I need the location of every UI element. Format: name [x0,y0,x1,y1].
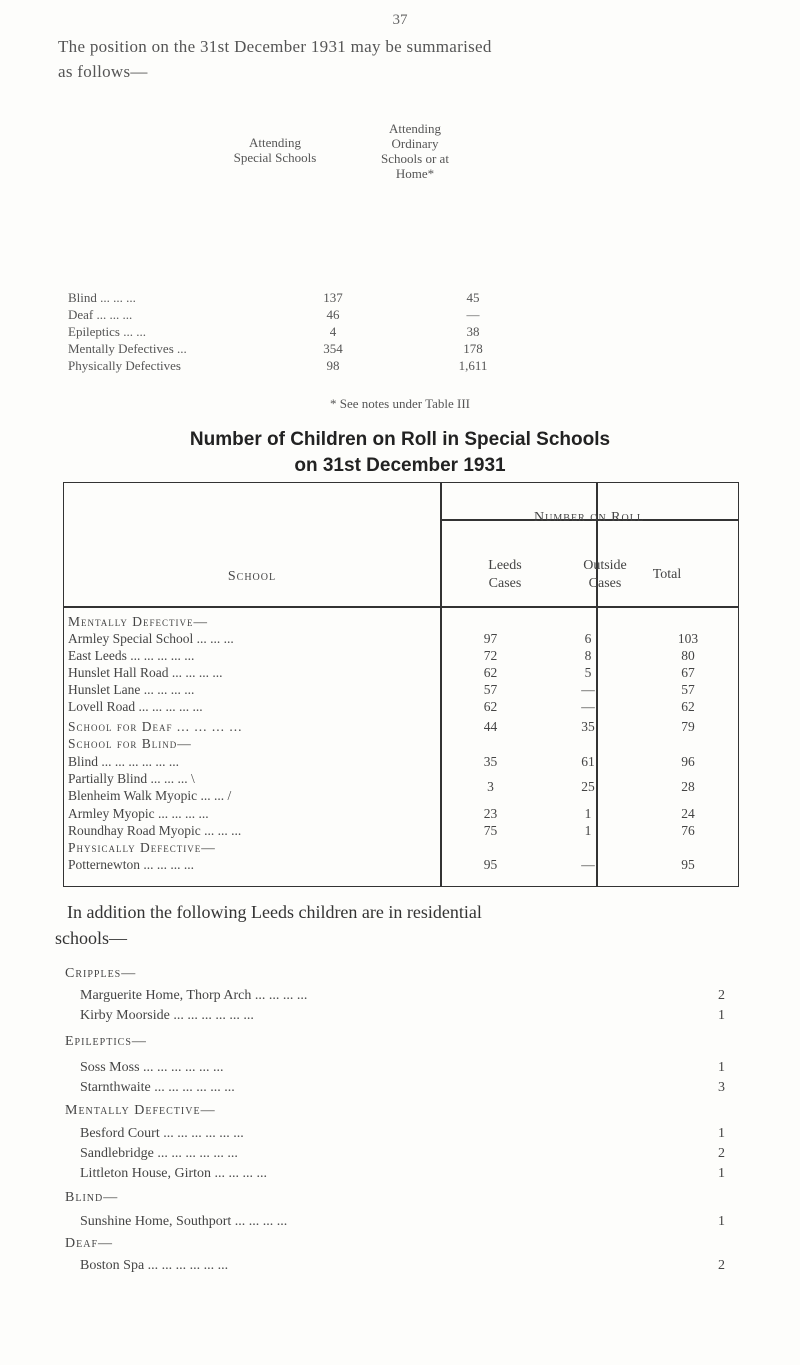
list-item [65,1190,725,1212]
row-outside: 61 [581,754,595,769]
summary-row-label: Deaf ... ... ... [68,307,133,322]
addition-line-2: schools— [55,928,127,948]
residential-count: 2 [718,988,725,1003]
row-outside: 25 [581,779,595,794]
residential-count: 1 [718,1166,725,1181]
summary-header-ordinary-l3: Schools or at [381,151,449,166]
summary-row-label: Physically Defectives [68,358,181,373]
row-school: East Leeds ... ... ... ... ... [68,648,195,663]
row-outside: 1 [584,806,592,821]
row-leeds: 44 [483,719,498,734]
list-item [80,1060,725,1082]
summary-row [68,290,588,307]
summary-row-ordinary: 1,611 [458,358,488,373]
header-school: School [227,569,277,584]
summary-row-label: Mentally Defectives ... [68,341,187,356]
summary-row-special: 46 [326,307,340,322]
row-outside: 6 [584,631,592,646]
row-leeds: 57 [483,682,498,697]
list-item [65,1236,725,1258]
summary-row-ordinary: 38 [466,324,480,339]
residential-school: Starnthwaite ... ... ... ... ... ... [80,1080,235,1095]
residential-category: Epileptics— [65,1034,147,1049]
residential-count: 1 [718,1214,725,1229]
summary-footnote: * See notes under Table III [330,396,470,411]
header-total: Total [652,567,682,582]
residential-school: Sunshine Home, Southport ... ... ... ... [80,1214,288,1229]
row-outside: 35 [581,719,595,734]
list-item [80,1008,725,1030]
row-total: 24 [681,806,695,821]
header-outside-l1: Outside [583,558,627,573]
residential-school: Besford Court ... ... ... ... ... ... [80,1126,244,1141]
residential-count: 3 [718,1080,725,1095]
row-total: 62 [681,699,695,714]
table-row [68,806,738,823]
table-row [68,823,738,840]
row-leeds: 62 [483,699,498,714]
addition-paragraph [55,899,755,951]
row-outside: — [581,699,595,714]
list-item [80,1080,725,1102]
table-title-line-2: on 31st December 1931 [294,455,506,476]
residential-category: Deaf— [65,1236,114,1251]
list-item [80,1166,725,1188]
page-number: 37 [392,12,408,28]
row-leeds: 72 [483,648,498,663]
list-item [80,1126,725,1148]
table-title [0,427,800,479]
summary-row-special: 98 [326,358,340,373]
row-school: Hunslet Lane ... ... ... ... [68,682,195,697]
row-total: 76 [681,823,695,838]
row-leeds: 23 [483,806,498,821]
list-item [80,1214,725,1236]
summary-row-ordinary: — [466,307,480,322]
residential-school: Sandlebridge ... ... ... ... ... ... [80,1146,238,1161]
addition-line-1: In addition the following Leeds children are in residential [67,902,482,922]
table-divider [64,606,738,608]
residential-school: Littleton House, Girton ... ... ... ... [80,1166,268,1181]
row-school: School for Blind— [68,736,192,751]
row-outside: 8 [584,648,592,663]
summary-header-special-l1: Attending [249,135,301,150]
residential-school: Boston Spa ... ... ... ... ... ... [80,1258,229,1273]
row-leeds: 62 [483,665,498,680]
row-school: Physically Defective— [68,840,216,855]
row-leeds: 97 [483,631,498,646]
summary-row-special: 354 [323,341,343,356]
summary-header-special [200,135,350,165]
list-item [80,988,725,1010]
row-school: Armley Myopic ... ... ... ... [68,806,209,821]
row-school: Blind ... ... ... ... ... ... [68,754,180,769]
header-leeds-l2: Cases [488,576,522,591]
summary-row-ordinary: 45 [466,290,480,305]
table-row [68,614,738,631]
list-item [80,1258,725,1280]
table-row [68,665,738,682]
residential-school: Soss Moss ... ... ... ... ... ... [80,1060,224,1075]
row-leeds: 35 [483,754,498,769]
table-row [68,857,738,874]
summary-header-ordinary-l4: Home* [395,166,435,181]
row-total: 103 [677,631,699,646]
intro-line-1: The position on the 31st December 1931 may be summarised [58,37,492,56]
residential-count: 1 [718,1008,725,1023]
row-total: 95 [681,857,695,872]
summary-row-label: Blind ... ... ... [68,290,136,305]
row-total: 80 [681,648,695,663]
summary-row-special: 4 [329,324,337,339]
row-leeds: 75 [483,823,498,838]
row-outside: — [581,682,595,697]
row-leeds: 3 [487,779,494,794]
table-row [68,631,738,648]
table-row [68,719,738,736]
summary-row [68,358,588,375]
row-school: Partially Blind ... ... ... \ [68,771,195,786]
table-row [68,754,738,771]
residential-category: Cripples— [65,966,137,981]
list-item [65,966,725,988]
header-number-on-roll: Number on Roll [534,510,644,525]
residential-count: 1 [718,1126,725,1141]
row-leeds: 95 [483,857,498,872]
residential-school: Marguerite Home, Thorp Arch ... ... ... ... [80,988,308,1003]
row-school: Roundhay Road Myopic ... ... ... [68,823,242,838]
table-row [68,648,738,665]
row-school: Potternewton ... ... ... ... [68,857,194,872]
residential-category: Mentally Defective— [65,1103,216,1118]
row-outside: — [581,857,595,872]
summary-row-ordinary: 178 [463,341,483,356]
table-row [68,699,738,716]
list-item [65,1103,725,1125]
summary-row-special: 137 [323,290,343,305]
row-school: Lovell Road ... ... ... ... ... [68,699,203,714]
residential-category: Blind— [65,1190,119,1205]
summary-row [68,341,588,358]
row-total: 67 [681,665,695,680]
intro-line-2: as follows— [58,62,148,81]
summary-row [68,324,588,341]
list-item [65,1034,725,1056]
row-total: 57 [681,682,695,697]
residential-count: 2 [718,1258,725,1273]
summary-header-ordinary-l2: Ordinary [391,136,439,151]
row-total: 79 [681,719,695,734]
header-outside-l2: Cases [588,576,622,591]
summary-row-label: Epileptics ... ... [68,324,146,339]
table-row [68,736,738,753]
residential-school: Kirby Moorside ... ... ... ... ... ... [80,1008,254,1023]
row-total: 96 [681,754,695,769]
table-row [68,840,738,857]
summary-row [68,307,588,324]
table-title-line-1: Number of Children on Roll in Special Schools [189,429,611,450]
row-school: Hunslet Hall Road ... ... ... ... [68,665,223,680]
table-row [68,682,738,699]
residential-count: 2 [718,1146,725,1161]
residential-count: 1 [718,1060,725,1075]
header-leeds-l1: Leeds [488,558,522,573]
table-row [68,788,738,805]
summary-header-ordinary-l1: Attending [389,121,441,136]
row-school: Mentally Defective— [68,614,208,629]
row-outside: 5 [584,665,592,680]
row-school: School for Deaf ... ... ... ... [68,719,243,734]
row-outside: 1 [584,823,592,838]
row-total: 28 [681,779,695,794]
row-school: Blenheim Walk Myopic ... ... / [68,788,232,803]
row-school: Armley Special School ... ... ... [68,631,234,646]
list-item [80,1146,725,1168]
summary-header-special-l2: Special Schools [233,150,317,165]
summary-header-ordinary [340,121,490,181]
intro-paragraph [58,34,758,84]
